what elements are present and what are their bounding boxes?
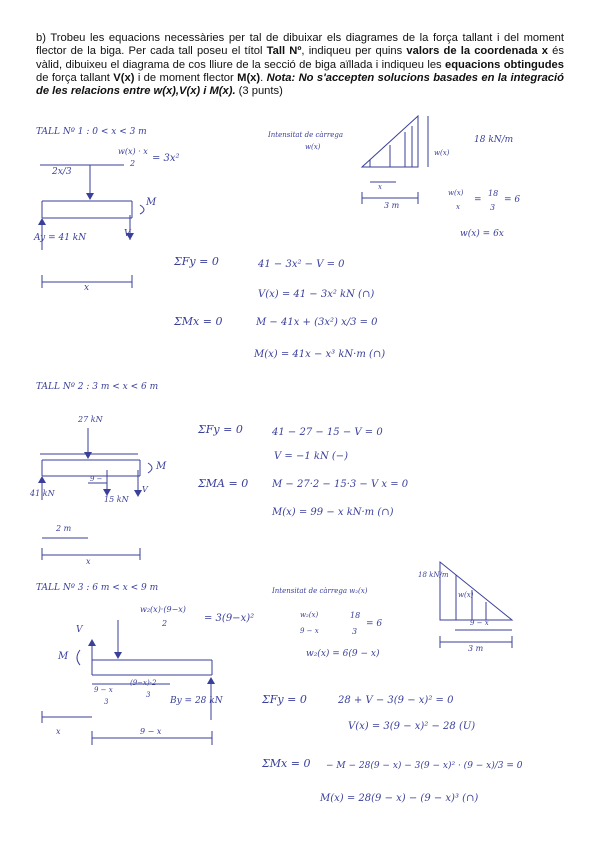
tall-1-x: x	[84, 283, 90, 293]
statement-points: (3 punts)	[235, 85, 283, 98]
tall-3-max-w: 18 kN/m	[418, 571, 449, 579]
tall-keyword: Tall Nº	[266, 45, 302, 58]
tall-3-shear: V	[76, 625, 83, 635]
tall-1-max-w: 18 kN/m	[474, 135, 514, 145]
tall-2-dist1: 2 m	[56, 524, 72, 533]
tall-2-eq1: 41 − 27 − 15 − V = 0	[272, 427, 383, 438]
tall-1-ratio-eq: =	[474, 195, 482, 205]
tall-3-eq2: − M − 28(9 − x) − 3(9 − x)² · (9 − x)/3 = 0	[326, 761, 523, 771]
tall-3-pos2-den: 3	[146, 691, 151, 699]
tall-1-eq1: 41 − 3x² − V = 0	[258, 259, 345, 270]
tall-1-title: TALL Nº 1 : 0 < x < 3 m	[36, 127, 147, 137]
tall-2-v-result: V = −1 kN (−)	[274, 451, 349, 462]
tall-1-moment: M	[146, 197, 157, 208]
tall-3-title: TALL Nº 3 : 6 m < x < 9 m	[36, 583, 159, 593]
tall-3-sum-m: ΣMx = 0	[262, 757, 311, 770]
tall-2-reaction: 41 kN	[30, 489, 55, 498]
tall-1-reaction: Ay = 41 kN	[34, 233, 87, 243]
tall-2-eq2: M − 27·2 − 15·3 − V x = 0	[272, 479, 409, 490]
tall-1-sum-m: ΣMx = 0	[174, 315, 223, 328]
tall-1-x-small: x	[378, 183, 382, 191]
tall-3-span: 3 m	[468, 644, 484, 653]
tall-3-ratio2-num: 18	[350, 611, 361, 620]
tall-1-shear: V	[124, 229, 131, 239]
tall-2-x: x	[86, 557, 91, 566]
tall-1-wx-small: w(x)	[434, 149, 450, 157]
tall-1-m-result: M(x) = 41x − x³ kN·m (∩)	[254, 349, 386, 360]
tall-1-wx-res: w(x) = 6x	[460, 229, 504, 239]
tall-3-ratio-num: w₂(x)	[300, 611, 319, 619]
tall-3-ratio-den: 9 − x	[300, 627, 319, 635]
tall-3-load-label: w₂(x)·(9−x)	[140, 605, 186, 614]
tall-1-wx: w(x)	[305, 143, 321, 151]
tall-3-reaction: By = 28 kN	[170, 696, 223, 706]
tall-3-ratio2-res: = 6	[366, 619, 383, 629]
tall-2-sum-fy: ΣFy = 0	[198, 423, 243, 436]
tall-1-load-eq: = 3x²	[152, 153, 180, 164]
tall-1-span: 3 m	[384, 201, 400, 210]
tall-3-span-label: 9 − x	[140, 727, 162, 736]
tall-1-ratio2-den: 3	[490, 203, 496, 212]
tall-2-m-result: M(x) = 99 − x kN·m (∩)	[272, 507, 394, 518]
tall-3-w2-small: w(x)	[458, 591, 474, 599]
tall-3-eq1: 28 + V − 3(9 − x)² = 0	[338, 695, 454, 706]
tall-1-ratio-den: x	[456, 203, 460, 211]
tall-3-v-result: V(x) = 3(9 − x)² − 28 (U)	[348, 721, 476, 732]
statement-paragraph: b) Trobeu les equacions necessàries per tal de dibuixar els diagrames de la força tallant i del moment flector de la biga. Per cada tall poseu el títol Tall Nº, indiqueu per quins valors de la coordenada x és vàlid, dibuixeu el diagrama de cos lliure de la secció de biga aïllada i indiqueu les equacions obtingudes de força tallant V(x) i de moment flector M(x). Nota: No s'accepten solucions basades en la integració de les relacions entre w(x),V(x) i M(x). (3 punts)	[36, 32, 564, 98]
tall-1-ratio-num: w(x)	[448, 189, 464, 197]
tall-3-w2-result: w₂(x) = 6(9 − x)	[306, 649, 380, 659]
tall-3-ratio2-den: 3	[352, 627, 358, 636]
tall-1-ratio2-num: 18	[488, 189, 499, 198]
tall-3-pos2: (9−x)·2	[130, 679, 157, 687]
tall-2-load2: 15 kN	[104, 495, 129, 504]
tall-3-x: x	[56, 727, 61, 736]
statement-note: Nota: No s'accepten solucions basades en la integració de les relacions entre w(x),V(x) i M(x).	[36, 71, 564, 98]
valors-keyword: valors de la coordenada x	[406, 45, 549, 58]
tall-1-sum-fy: ΣFy = 0	[174, 255, 219, 268]
tall-3-load-den: 2	[162, 619, 168, 628]
tall-1-v-result: V(x) = 41 − 3x² kN (∩)	[258, 289, 375, 300]
tall-2-shear: V	[142, 485, 148, 494]
tall-2-dist2: 9 −	[90, 475, 103, 483]
tall-3-load-eq: = 3(9−x)²	[204, 613, 255, 624]
tall-2-title: TALL Nº 2 : 3 m < x < 6 m	[36, 382, 159, 392]
tall-2-load1: 27 kN	[78, 415, 103, 424]
tall-3-moment: M	[58, 651, 69, 662]
tall-3-pos1-den: 3	[104, 698, 109, 706]
tall-1-intensity: Intensitat de càrrega	[268, 131, 344, 139]
tall-2-moment: M	[156, 461, 167, 472]
tall-1-ratio2-res: = 6	[504, 195, 521, 205]
tall-1-pos-label: 2x/3	[52, 167, 72, 177]
tall-2-sum-m: ΣMA = 0	[198, 477, 249, 490]
tall-3-m-result: M(x) = 28(9 − x) − (9 − x)³ (∩)	[320, 793, 479, 804]
tall-1-load-label: w(x) · x	[118, 147, 148, 156]
tall-3-pos1: 9 − x	[94, 686, 113, 694]
tall-3-sum-fy: ΣFy = 0	[262, 693, 307, 706]
tall-1-eq2: M − 41x + (3x²) x/3 = 0	[256, 317, 378, 328]
tall-3-intensity: Intensitat de càrrega w₂(x)	[272, 587, 368, 595]
tall-3-span-small: 9 − x	[470, 619, 489, 627]
equacions-keyword: equacions obtingudes	[445, 58, 564, 71]
tall-1-load-den: 2	[130, 159, 136, 168]
